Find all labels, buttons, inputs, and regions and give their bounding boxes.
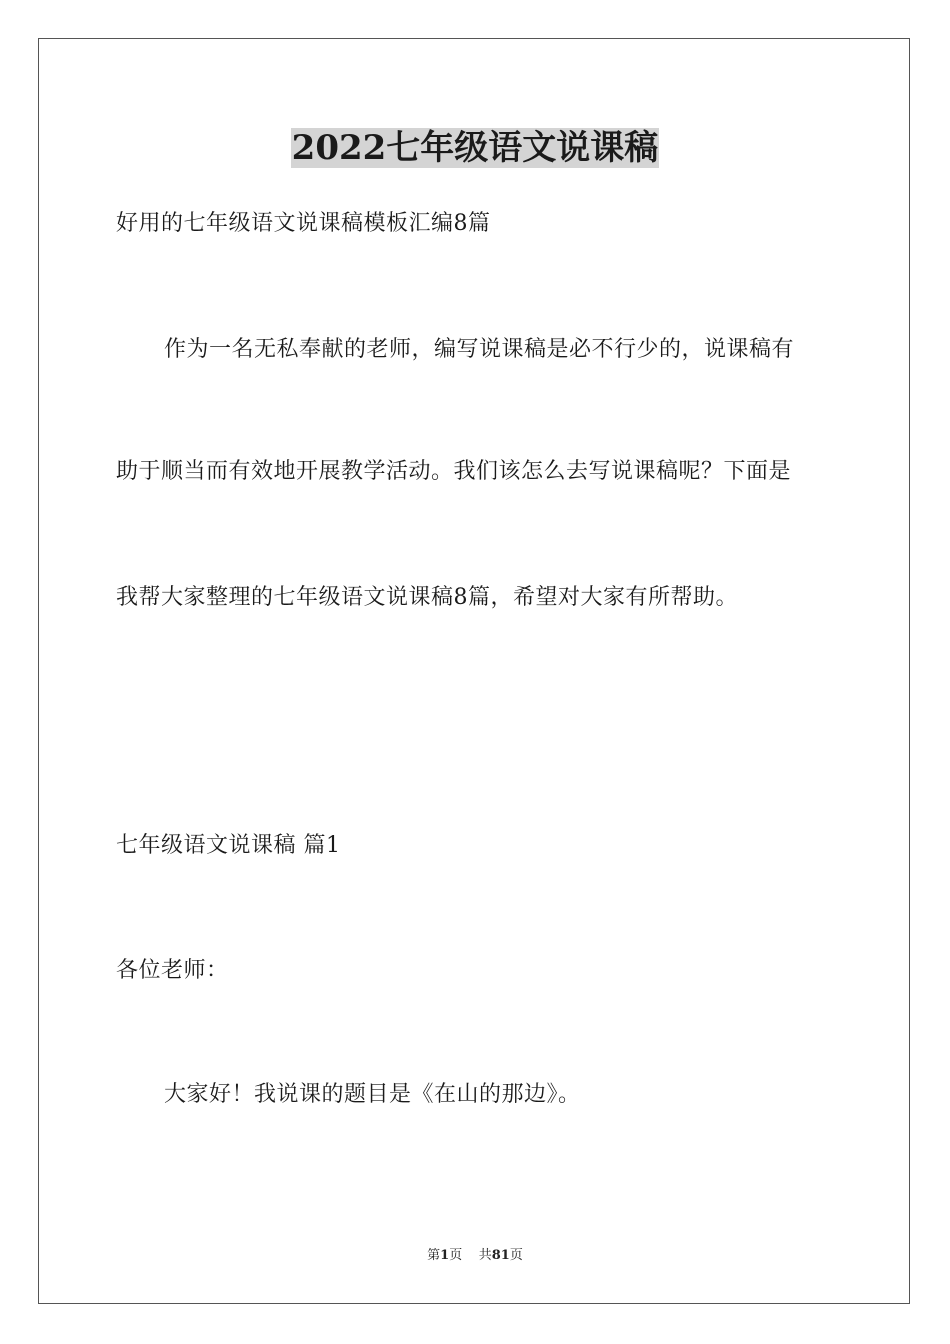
page-prefix: 第 xyxy=(427,1248,441,1263)
intro-paragraph-line-3: 我帮大家整理的七年级语文说课稿8篇，希望对大家有所帮助。 xyxy=(116,585,738,610)
total-prefix: 共 xyxy=(478,1248,492,1263)
total-suffix: 页 xyxy=(509,1248,523,1263)
document-title-text: 2022七年级语文说课稿 xyxy=(291,128,659,168)
page-suffix: 页 xyxy=(449,1248,463,1263)
page-number: 1 xyxy=(440,1248,450,1263)
total-pages: 81 xyxy=(491,1248,510,1263)
section-heading: 七年级语文说课稿 篇1 xyxy=(116,833,341,858)
intro-paragraph-line-1: 作为一名无私奉献的老师，编写说课稿是必不行少的，说课稿有 xyxy=(164,337,795,362)
greeting-line: 各位老师： xyxy=(116,958,229,983)
intro-paragraph-line-2: 助于顺当而有效地开展教学活动。我们该怎么去写说课稿呢？下面是 xyxy=(116,459,792,484)
opening-line: 大家好！我说课的题目是《在山的那边》。 xyxy=(164,1082,581,1107)
page-footer xyxy=(0,1246,950,1266)
document-title xyxy=(0,126,950,170)
document-subtitle: 好用的七年级语文说课稿模板汇编8篇 xyxy=(116,211,491,236)
